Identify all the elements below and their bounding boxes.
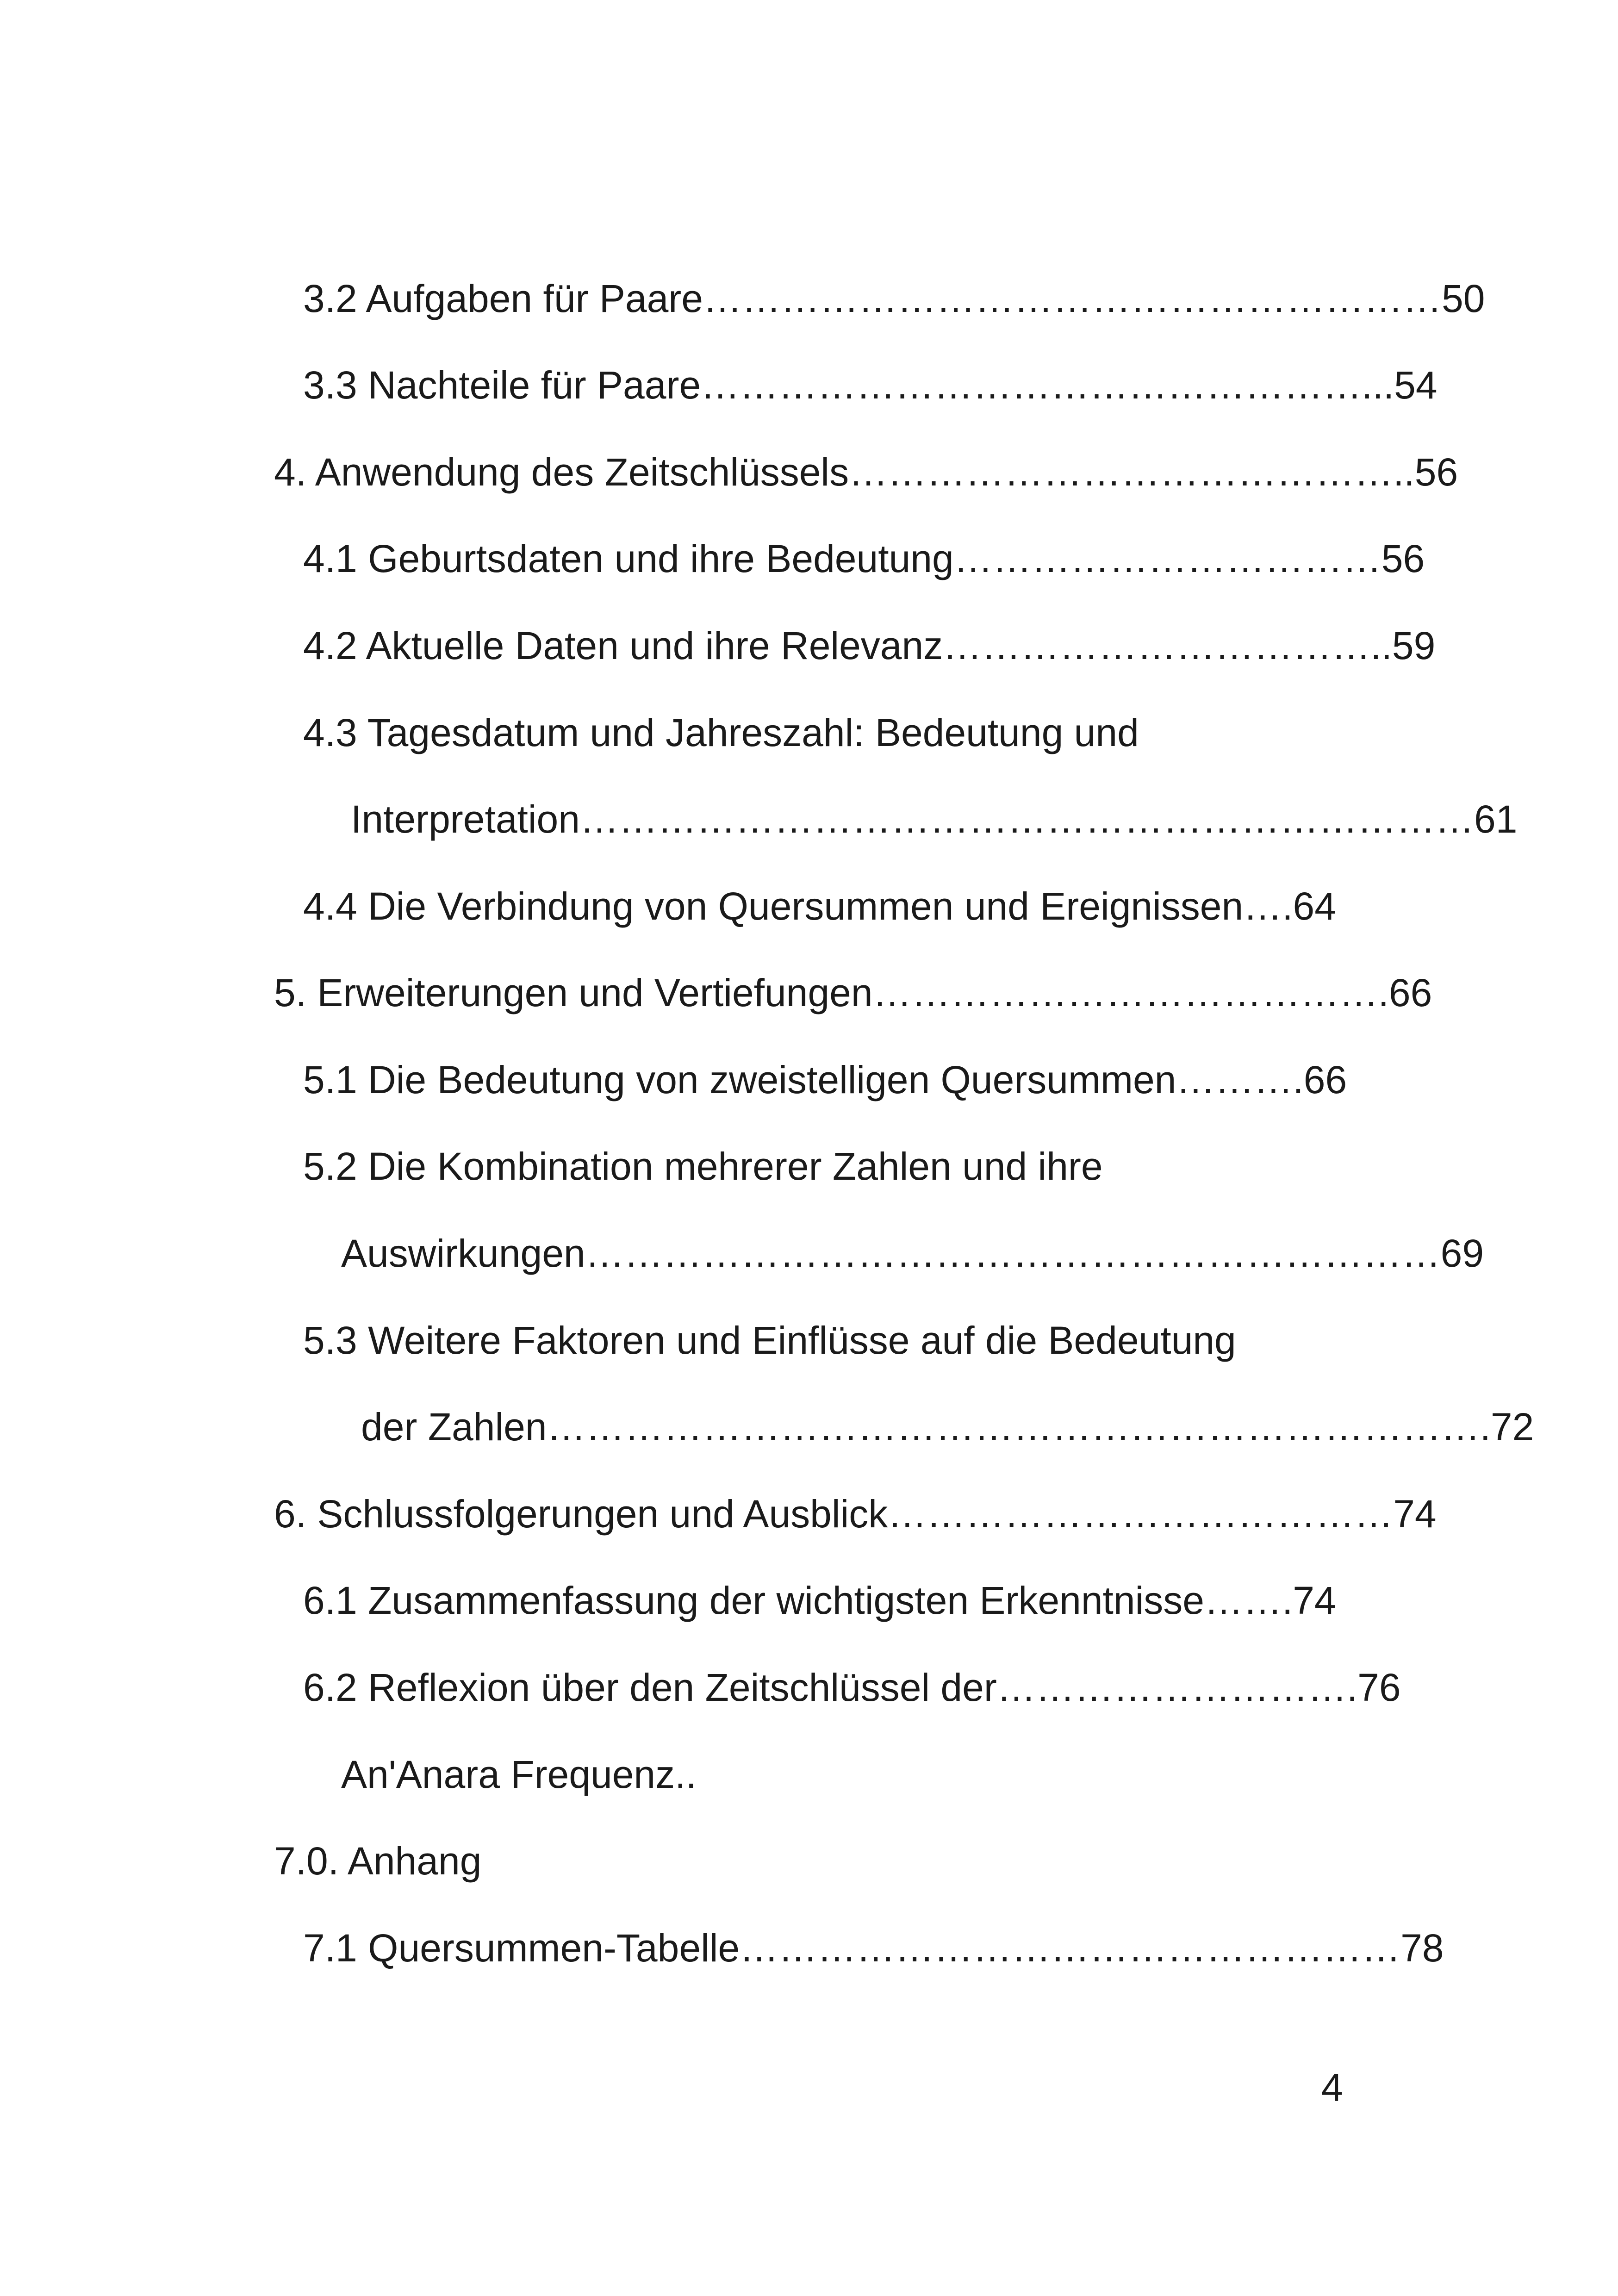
page-number: 4 [1321, 2066, 1343, 2109]
toc-entry-4-4: 4.4 Die Verbindung von Quersummen und Ereignissen….64 [303, 884, 1336, 928]
toc-entry-4: 4. Anwendung des Zeitschlüssels……………………………………..56 [274, 450, 1458, 494]
toc-entry-6-1: 6.1 Zusammenfassung der wichtigsten Erkenntnisse…….74 [303, 1579, 1336, 1622]
toc-entry-6-2-cont: An'Anara Frequenz.. [341, 1753, 697, 1796]
toc-entry-3-2: 3.2 Aufgaben für Paare…………………………………………………50 [303, 277, 1485, 320]
toc-entry-5-1: 5.1 Die Bedeutung von zweistelligen Quersummen……….66 [303, 1058, 1347, 1101]
toc-entry-7-0: 7.0. Anhang [274, 1839, 482, 1883]
toc-entry-5-2-cont: Auswirkungen…………………………………………………………69 [341, 1232, 1484, 1275]
toc-entry-5-3-cont: der Zahlen……………………………………………………………….72 [361, 1405, 1534, 1449]
toc-entry-7-1: 7.1 Quersummen-Tabelle……………………………………………78 [303, 1926, 1444, 1970]
toc-entry-5: 5. Erweiterungen und Vertiefungen………………………………….66 [274, 971, 1432, 1014]
toc-entry-4-2: 4.2 Aktuelle Daten und ihre Relevanz……………………………..59 [303, 624, 1436, 667]
toc-entry-6-2: 6.2 Reflexion über den Zeitschlüssel der……………………….76 [303, 1666, 1401, 1709]
toc-entry-6: 6. Schlussfolgerungen und Ausblick…………………………………74 [274, 1492, 1437, 1536]
toc-entry-4-3: 4.3 Tagesdatum und Jahreszahl: Bedeutung und [303, 711, 1139, 754]
toc-entry-3-3: 3.3 Nachteile für Paare……………………………………………...54 [303, 363, 1438, 407]
toc-entry-4-1: 4.1 Geburtsdaten und ihre Bedeutung……………………………56 [303, 537, 1425, 580]
toc-entry-4-3-cont: Interpretation……………………………………………………………61 [351, 797, 1518, 841]
toc-entry-5-3: 5.3 Weitere Faktoren und Einflüsse auf die Bedeutung [303, 1319, 1236, 1362]
toc-entry-5-2: 5.2 Die Kombination mehrerer Zahlen und ihre [303, 1145, 1103, 1188]
